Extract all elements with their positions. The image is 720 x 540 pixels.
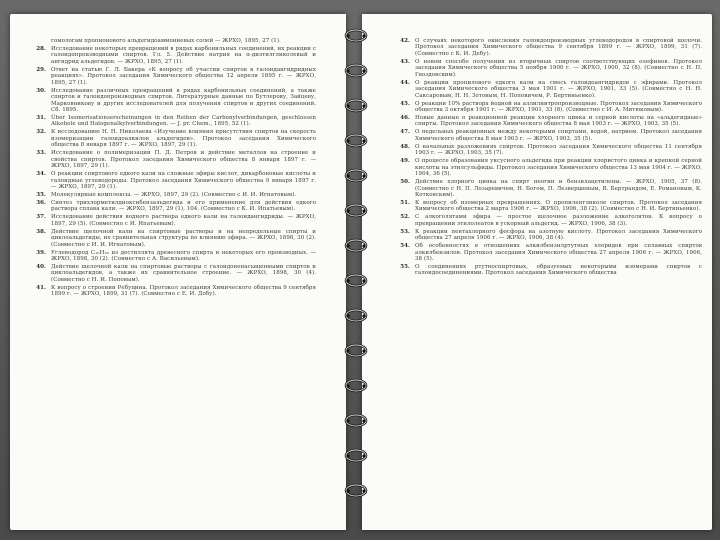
binder-ring-icon	[344, 448, 368, 463]
entry-text: гомологам пропионового альдегидоаммониевых солей — ЖРХО, 1895, 27 (1).	[51, 38, 281, 44]
entry-text: О новом способе получения из вторичных спиртов соответствующих олефинов. Протокол заседания Химического общества 5 ноября 1900 г. — ЖРХО, 1900, 32 (8). (Совместно с Н. П. Гвоздовским).	[415, 58, 702, 78]
entry-number: 43.	[400, 58, 410, 65]
binder-ring-icon	[344, 28, 368, 43]
bibliography-entry	[394, 80, 702, 99]
bibliography-entry	[394, 229, 702, 242]
bibliography-entry	[30, 200, 316, 213]
binder-spine	[336, 20, 376, 524]
bibliography-entry	[30, 285, 316, 298]
entry-text: К исследованию Н. Н. Николаева «Изучение влияния присутствия спиртов на скорость изомеризации галоидоалкилов альдегидов». Протокол заседания Химического общества 8 января 1897 г. — ЖРХО, 1897, 29 (1).	[51, 129, 316, 149]
entry-text: О процессе образования уксусного альдегида при реакции хлористого цинка и крепкой серной кислоты на этилсульфиды. Протокол заседания Химического общества 13 мая 1904 г. — ЖРХО, 1904, 36 (5).	[415, 158, 702, 178]
bibliography-entry	[30, 250, 316, 263]
entry-text: Синтез трихлорметилдиоксибензальдегида и его применение для действия едкого раствора сплава кали. — ЖРХО, 1897, 29 (1), 104. (Совместно с К. И. Ипатьевым).	[51, 199, 316, 213]
binder-ring-icon	[344, 308, 368, 323]
entry-number: 45.	[400, 100, 410, 107]
bibliography-entry	[30, 229, 316, 248]
bibliography-entry	[394, 243, 702, 262]
entry-number: 38.	[36, 228, 46, 235]
entry-text: Исследование различных превращений в рядах карбонильных соединений, а также спиртов и галоидопроизводных спиртов. Литературные данные по Бутлерову, Зайцеву, Марковникову и других исследователей для получения спиртов и других соединений. Сб. 1895.	[51, 87, 316, 114]
bibliography-entry	[394, 179, 702, 198]
entry-number: 48.	[400, 143, 410, 150]
entry-number: 28.	[36, 45, 46, 52]
bibliography-entry	[30, 264, 316, 283]
entry-number: 42.	[400, 38, 410, 44]
entry-number: 53.	[400, 228, 410, 235]
entry-number: 44.	[400, 79, 410, 86]
binder-ring-icon	[344, 343, 368, 358]
entry-text: Углеводород C₁₅H₂₆ из дестиллята древесного спирта и некоторых его производных. — ЖРХО, 1898, 30 (2). (Совместно с А. Васильевым).	[51, 249, 316, 263]
entry-text: К вопросу о строении Ребуцина. Протокол заседания Химического общества 9 сентября 1899 г. — ЖРХО, 1899, 31 (7). (Совместно с Е. И. Добу).	[51, 284, 316, 298]
entry-text: О начальных разложениях спиртов. Протокол заседания Химического общества 11 сентября 1903 г. — ЖРХО, 1903, 35 (7).	[415, 143, 702, 157]
entry-number: 41.	[36, 284, 46, 291]
bibliography-entry	[30, 67, 316, 86]
entry-text: О реакции 10% раствора йодной на аллилнитропроизводные. Протокол заседания Химического общества 3 октября 1901 г. — ЖРХО, 1901, 33 (8). (Совместно с И. А. Митюковым).	[415, 100, 702, 114]
bibliography-entry	[394, 264, 702, 277]
entry-text: О реакции спиртового едкого кали на сложные эфиры кислот, дикарбоновые кислоты и галоидные углеводороды. Протокол заседания Химического общества 9 января 1897 г. — ЖРХО, 1897, 29 (1).	[51, 171, 316, 191]
entry-text: О реакции пропилового едкого кали на смесь галоидоангидридов с эфирами. Протокол заседания Химического общества 3 мая 1901 г. — ЖРХО, 1901, 33 (5). (Совместно с Н. Н. Саксаровым, Н. Н. Зотовым, Н. Поповичем, Р. Бертиньенко).	[415, 79, 702, 99]
entry-text: Über Isomerisationserscheinungen in den Reihen der Carbonylverbindungen, geschlossen Alkohole und Halogenalkylverbindungen. — J. pr. Chem., 1895, 52 (1).	[51, 114, 316, 128]
bibliography-entry	[394, 200, 702, 213]
entry-text: Действие щелочной кали на спиртовые растворы и на непредельные спирты и циклоальдегиды, их сравнительная структура по влиянию эфира. — ЖРХО, 1898, 30 (2). (Совместно с И. И. Игнатовым).	[51, 228, 316, 248]
entry-text: К реакции пентахлорного фосфора на азотную кислоту. Протокол заседания Химического общества 27 апреля 1906 г. — ЖРХО, 1906, 38 (4).	[415, 228, 702, 242]
entry-number: 46.	[400, 114, 410, 121]
binder-ring-icon	[344, 273, 368, 288]
entry-text: О случаях некоторого окисления галоидопроизводных углеводородов в спиртовой щелочи. Протокол заседания Химического общества 9 сентября 1899 г. — ЖРХО, 1899, 31 (7). (Совместно с К. И. Дебу).	[415, 38, 702, 57]
right-page	[362, 14, 712, 530]
bibliography-entry	[30, 129, 316, 148]
binder-ring-icon	[344, 483, 368, 498]
entry-text: Об особенностях в отношениях алкилбензилртутных хлоридов при сплавных спиртов алкилбензилов. Протокол заседания Химического общества 27 апреля 1906 г. — ЖРХО, 1906, 38 (5).	[415, 243, 702, 263]
bibliography-entry	[30, 171, 316, 190]
left-page	[10, 14, 346, 530]
entry-number: 30.	[36, 87, 46, 94]
entry-number: 55.	[400, 264, 410, 270]
entry-number: 54.	[400, 243, 410, 250]
entry-number: 36.	[36, 199, 46, 206]
bibliography-entry	[394, 115, 702, 128]
entry-number: 37.	[36, 214, 46, 221]
entry-text: С алкоголятами эфира — простое щелочное разложение алкоголятов. К вопросу о превращении этилолеатов в ускорный альдегид. — ЖРХО, 1906, 38 (3).	[415, 214, 702, 227]
entry-text: Исследование некоторых превращений в рядах карбонильных соединений, их реакции с галоидопроизводными спиртов. Гл. 5. Действие натрия на α-диэтилгликолевый и ангидрид альдегидов. — ЖРХО, 1895, 27 (1).	[51, 45, 316, 65]
bibliography-entry	[30, 192, 316, 198]
binder-ring-icon	[344, 378, 368, 393]
entry-text: Исследование действия водного раствора едкого кали на галоидангидриды. — ЖРХО, 1897, 29 (5). (Совместно с И. Ипатьевым).	[51, 214, 316, 227]
entry-number: 52.	[400, 214, 410, 221]
binder-ring-icon	[344, 238, 368, 253]
bibliography-entry	[394, 214, 702, 227]
entry-number: 33.	[36, 150, 46, 157]
binder-ring-icon	[344, 413, 368, 428]
entry-number: 49.	[400, 158, 410, 165]
binder-ring-icon	[344, 168, 368, 183]
bibliography-entry	[394, 129, 702, 142]
bibliography-entry	[394, 101, 702, 114]
entry-number: 39.	[36, 249, 46, 256]
binder-ring-icon	[344, 203, 368, 218]
entry-number: 29.	[36, 66, 46, 73]
entry-number: 32.	[36, 129, 46, 136]
entry-text: Действие щелочной кали на спиртовые растворы с галоидоненасыщенными спиртов и циклоальдегидов, а также их сравнительное строение. — ЖРХО, 1898, 30 (4). (Совместно с Н. И. Поповым).	[51, 264, 316, 283]
entry-number: 34.	[36, 171, 46, 178]
binder-ring-icon	[344, 63, 368, 78]
bibliography-entry	[30, 214, 316, 227]
entry-text: Молекулярные комплексы. — ЖРХО, 1897, 29 (2). (Совместно с И. И. Игнатовым).	[51, 191, 297, 198]
right-page-column	[394, 38, 702, 524]
bibliography-entry	[394, 158, 702, 177]
bibliography-entry	[394, 38, 702, 57]
bibliography-entry	[30, 150, 316, 169]
bibliography-entry	[30, 115, 316, 128]
entry-text: О недельных реакционных между некоторыми спиртами, водой, натрием. Протокол заседания Химического общества 8 мая 1903 г. — ЖРХО, 1903, 35 (5).	[415, 129, 702, 142]
entry-number: 47.	[400, 129, 410, 136]
entry-text: О соединениях ртутноспиртовых, образуемых некоторыми изомерами спиртов с галоидосоединениями. Протокол заседания Химического общества	[415, 264, 702, 277]
bibliography-entry	[30, 38, 316, 44]
entry-text: К вопросу об изомерных превращениях. О пропиленгликоле спиртов. Протокол заседания Химического общества 2 марта 1906 г. — ЖРХО, 1906, 38 (2). (Совместно с Н. И. Бертиньенко).	[415, 199, 702, 213]
bibliography-entry	[30, 88, 316, 114]
bibliography-entry	[394, 59, 702, 78]
entry-number: 50.	[400, 179, 410, 186]
entry-number: 40.	[36, 264, 46, 270]
entry-text: Новые данные о реакционной реакции хлорного цинка и серной кислоты на «альдегидные» спирты. Протокол заседания Химического общества 8 мая 1903 г. — ЖРХО, 1903, 35 (5).	[415, 114, 702, 128]
binder-ring-icon	[344, 133, 368, 148]
entry-number: 35.	[36, 191, 46, 198]
bibliography-entry	[394, 144, 702, 157]
entry-text: Действие хлорного цинка на спирт неогин и бензилацетилены. — ЖРХО, 1905, 37 (8). (Совместно с Н. П. Лозаревичем, Н. Богом, П. Лезвершеным, В. Бертрандом, Е. Романовым, К. Котковским).	[415, 179, 702, 198]
left-page-column	[30, 38, 316, 524]
entry-text: Ответ на статью Г. Л. Бакера «К вопросу об участии спиртов в галоидангидридных реакциях». Протокол заседания Химического общества 12 апреля 1895 г. — ЖРХО, 1895, 27 (1).	[51, 66, 316, 86]
entry-number: 31.	[36, 114, 46, 121]
bibliography-entry	[30, 46, 316, 65]
entry-text: Исследование о полимеризации П. Д. Петров и действие металлов на строение и свойства спиртов. Протокол заседания Химического общества 8 января 1897 г. — ЖРХО, 1897, 29 (1).	[51, 150, 316, 170]
binder-ring-icon	[344, 98, 368, 113]
entry-number: 51.	[400, 199, 410, 206]
